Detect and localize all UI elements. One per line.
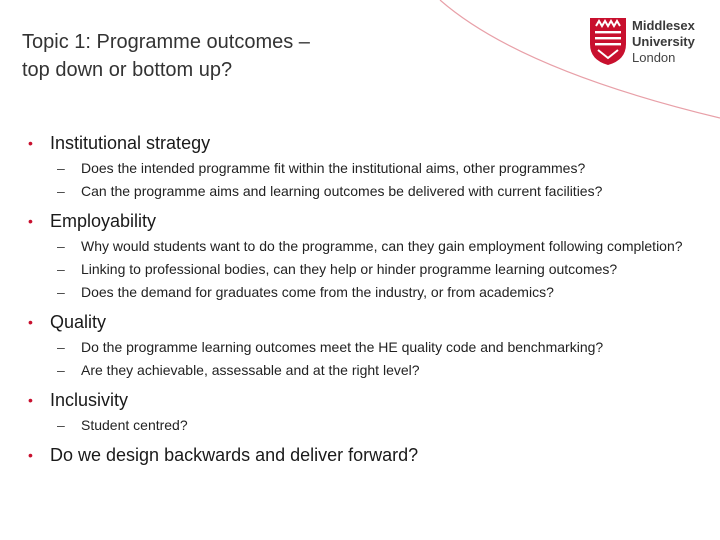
bullet-inclusivity	[24, 388, 704, 412]
slide-title-line-1: Topic 1: Programme outcomes –	[22, 31, 310, 53]
bullet-dot-icon: •	[28, 213, 33, 229]
sub-item-text: Does the demand for graduates come from the industry, or from academics?	[81, 284, 554, 300]
bullet-institutional-strategy	[24, 131, 704, 155]
sub-item-text: Why would students want to do the programme, can they gain employment following completion?	[81, 238, 683, 254]
sub-item-text: Can the programme aims and learning outcomes be delivered with current facilities?	[81, 183, 603, 199]
dash-icon: –	[57, 238, 65, 254]
dash-icon: –	[57, 284, 65, 300]
slide-title-line-2: top down or bottom up?	[22, 59, 233, 81]
dash-icon: –	[57, 362, 65, 378]
bullet-quality	[24, 310, 704, 334]
sub-item	[24, 283, 704, 302]
dash-icon: –	[57, 339, 65, 355]
sub-list	[24, 338, 704, 380]
bullet-list	[24, 131, 704, 467]
sub-list	[24, 416, 704, 435]
sub-item	[24, 361, 704, 380]
dash-icon: –	[57, 417, 65, 433]
bullet-label: Quality	[50, 312, 107, 332]
bullet-label: Employability	[50, 211, 157, 231]
sub-list	[24, 159, 704, 201]
logo-line-2: University	[632, 34, 695, 49]
bullet-employability	[24, 209, 704, 233]
sub-item	[24, 416, 704, 435]
sub-list	[24, 237, 704, 302]
bullet-dot-icon: •	[28, 135, 33, 151]
logo-line-3: London	[632, 50, 676, 65]
sub-item	[24, 182, 704, 201]
bullet-dot-icon: •	[28, 314, 33, 330]
slide-title	[22, 28, 442, 84]
bullet-dot-icon: •	[28, 447, 33, 463]
dash-icon: –	[57, 183, 65, 199]
logo-line-1: Middlesex	[632, 18, 695, 33]
bullet-label: Do we design backwards and deliver forward?	[50, 445, 419, 465]
sub-item	[24, 260, 704, 279]
sub-item-text: Are they achievable, assessable and at the right level?	[81, 362, 420, 378]
university-logo	[588, 16, 708, 72]
shield-icon	[588, 16, 628, 66]
sub-item	[24, 338, 704, 357]
sub-item-text: Do the programme learning outcomes meet the HE quality code and benchmarking?	[81, 339, 604, 355]
bullet-dot-icon: •	[28, 392, 33, 408]
dash-icon: –	[57, 261, 65, 277]
bullet-label: Institutional strategy	[50, 133, 211, 153]
logo-text	[632, 18, 695, 66]
sub-item	[24, 159, 704, 178]
sub-item-text: Does the intended programme fit within the institutional aims, other programmes?	[81, 160, 586, 176]
sub-item	[24, 237, 704, 256]
dash-icon: –	[57, 160, 65, 176]
sub-item-text: Student centred?	[81, 417, 188, 433]
sub-item-text: Linking to professional bodies, can they help or hinder programme learning outcomes?	[81, 261, 618, 277]
bullet-label: Inclusivity	[50, 390, 129, 410]
bullet-design-backwards	[24, 443, 704, 467]
